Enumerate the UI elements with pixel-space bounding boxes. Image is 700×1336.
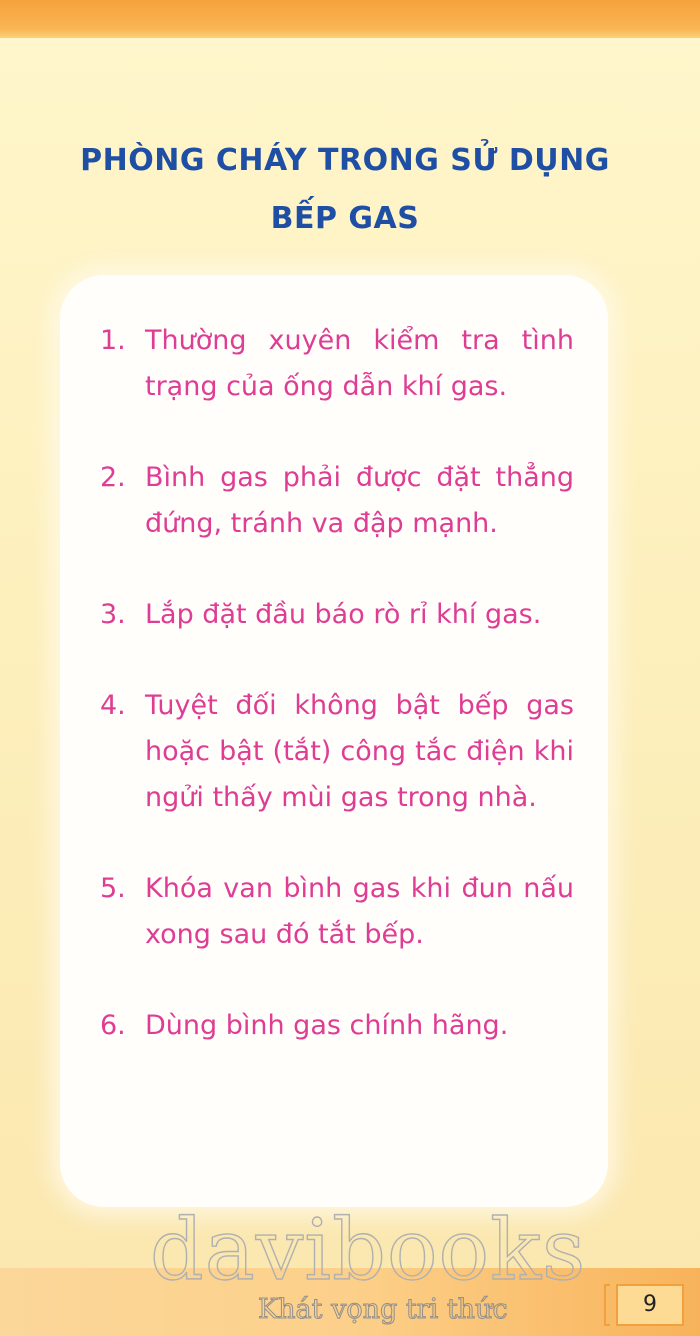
list-item [100, 683, 574, 821]
list-item [100, 866, 574, 958]
list-item [100, 455, 574, 547]
page-title [0, 132, 690, 248]
watermark-tagline: Khát vọng tri thức [258, 1294, 508, 1325]
item-text: Dùng bình gas chính hãng. [145, 1010, 509, 1041]
item-text: Tuyệt đối không bật bếp gas hoặc bật (tắt) công tắc điện khi ngửi thấy mùi gas trong nhà. [145, 690, 574, 813]
item-text: Bình gas phải được đặt thẳng đứng, tránh va đập mạnh. [145, 462, 574, 539]
item-number: 1. [100, 325, 126, 356]
list-item [100, 1003, 574, 1049]
item-text: Lắp đặt đầu báo rò rỉ khí gas. [145, 599, 542, 630]
top-orange-band [0, 0, 700, 38]
item-text: Thường xuyên kiểm tra tình trạng của ống dẫn khí gas. [145, 325, 574, 402]
item-number: 5. [100, 873, 126, 904]
item-number: 6. [100, 1010, 126, 1041]
title-line-2: BẾP GAS [270, 201, 420, 237]
item-number: 3. [100, 599, 126, 630]
list-item [100, 318, 574, 410]
title-line-1: PHÒNG CHÁY TRONG SỬ DỤNG [80, 143, 610, 179]
safety-tips-list [100, 318, 574, 1094]
page-number: 9 [616, 1284, 684, 1326]
item-text: Khóa van bình gas khi đun nấu xong sau đó tắt bếp. [145, 873, 574, 950]
item-number: 2. [100, 462, 126, 493]
item-number: 4. [100, 690, 126, 721]
watermark-brand: davibooks [150, 1201, 587, 1299]
list-item [100, 592, 574, 638]
